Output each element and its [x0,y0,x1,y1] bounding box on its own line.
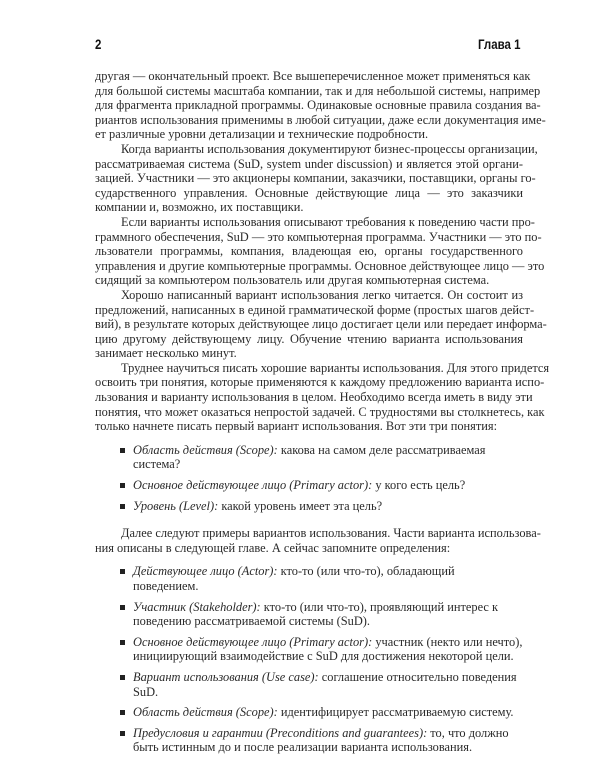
definitions-list [95,564,523,755]
bullet-icon [120,605,125,610]
paragraph [95,141,538,215]
term: Вариант использования (Use case): [133,669,319,684]
definition-text: кто-то (или что-то), обладающий поведением. [133,564,455,593]
page-number: 2 [95,37,102,52]
text-line: льзования и варианту использования в целом. Необходимо всегда иметь в виду эти [95,390,533,405]
text-line: Далее следуют примеры вариантов использования. Части варианта использова- [121,526,541,541]
list-item [95,443,523,472]
chapter-title: Глава 1 [478,37,521,52]
list-item [95,564,523,593]
bullet-icon [120,504,125,509]
definitions-intro [95,526,541,555]
bullet-icon [120,640,125,645]
list-item [95,670,523,699]
text-line: занимает несколько минут. [95,346,237,361]
text-line: рассматриваемая система (SuD, system under discussion) и является этой органи- [95,156,523,171]
text-line: для большой системы масштаба компании, так и для небольшой системы, например [95,83,541,98]
page-body [95,69,550,761]
text-line: Хорошо написанный вариант использования легко читается. Он состоит из [121,287,523,302]
concepts-list [95,443,523,513]
text-line: ет различные уровни детализации и технические подробности. [95,127,429,142]
definition-text: то, что должно быть истинным до и после реализации варианта использования. [133,725,509,755]
text-line: только начнете писать первый вариант использования. Вот эти три понятия: [95,419,498,434]
term: Действующее лицо (Actor): [133,564,278,579]
bullet-icon [120,448,125,453]
paragraph [95,287,547,361]
bullet-icon [120,569,125,574]
text-line: для фрагмента прикладной программы. Одинаковые основные правила создания ва- [95,98,541,113]
text-line: Труднее научиться писать хорошие варианты использования. Для этого придется [121,360,550,375]
text-line: льзователи программы, компания, владеющая ею, органы государственного [95,244,523,259]
list-item [95,705,523,720]
term: Уровень (Level): [133,498,219,513]
bullet-icon [120,731,125,736]
definition-text: какова на самом деле рассматриваемая система? [133,442,486,472]
text-line: компании и, возможно, их поставщики. [95,200,304,215]
term: Область действия (Scope): [133,442,278,457]
definition-text: соглашение относительно поведения SuD. [133,669,517,699]
term: Основное действующее лицо (Primary actor): [133,634,373,649]
text-line: ния описаны в следующей главе. А сейчас запомните определения: [95,540,451,555]
definition-text: участник (некто или нечто), инициирующий взаимодействие с SuD для достижения некоторой цели. [133,634,523,664]
definition-text: какой уровень имеет эта цель? [218,498,383,513]
text-line: сударственного управления. Основные действующие лица — это заказчики [95,185,523,200]
term: Основное действующее лицо (Primary actor): [133,478,373,493]
list-item [95,635,523,664]
list-item [95,478,523,493]
text-line: Если варианты использования описывают требования к поведению части про- [121,214,535,229]
text-line: зацией. Участники — это акционеры компании, заказчики, поставщики, органы го- [95,171,536,186]
text-line: другая — окончательный проект. Все вышеперечисленное может применяться как [95,69,531,83]
bullet-icon [120,483,125,488]
text-line: предложений, написанных в единой грамматической форме (простых шагов дейст- [95,302,535,317]
text-line: вий), в результате которых действующее лицо достигает цели или передает информа- [95,317,547,332]
paragraph [95,214,545,288]
term: Область действия (Scope): [133,705,278,720]
text-line: понятия, что может оказаться непростой задачей. С трудностями вы столкнетесь, как [95,404,545,419]
text-line: граммного обеспечения, SuD — это компьютерная программа. Участники — это по- [95,229,542,244]
bullet-icon [120,675,125,680]
paragraph [95,69,546,142]
term: Участник (Stakeholder): [133,599,261,614]
text-line: освоить три понятия, которые применяются к каждому предложению варианта испо- [95,375,545,390]
text-line: риантов использования применимы в любой ситуации, даже если документация име- [95,112,546,127]
text-line: цию другому действующему лицу. Обучение чтению варианта использования [95,331,523,346]
text-line: управления и другие компьютерные программы. Основное действующее лицо — это [95,258,545,273]
paragraph [95,360,550,434]
intro-paragraphs [95,69,550,434]
list-item [95,499,523,514]
text-line: Когда варианты использования документируют бизнес-процессы организации, [121,141,538,156]
list-item [95,600,523,629]
bullet-icon [120,710,125,715]
definition-text: кто-то (или что-то), проявляющий интерес к поведению рассматриваемой системы (SuD). [133,599,499,629]
text-line: сидящий за компьютером пользователь или другая компьютерная система. [95,273,490,288]
definition-text: у кого есть цель? [372,478,466,493]
paragraph [95,526,541,555]
list-item [95,726,523,755]
definition-text: идентифицирует рассматриваемую систему. [277,705,514,720]
term: Предусловия и гарантии (Preconditions and guarantees): [133,725,428,740]
